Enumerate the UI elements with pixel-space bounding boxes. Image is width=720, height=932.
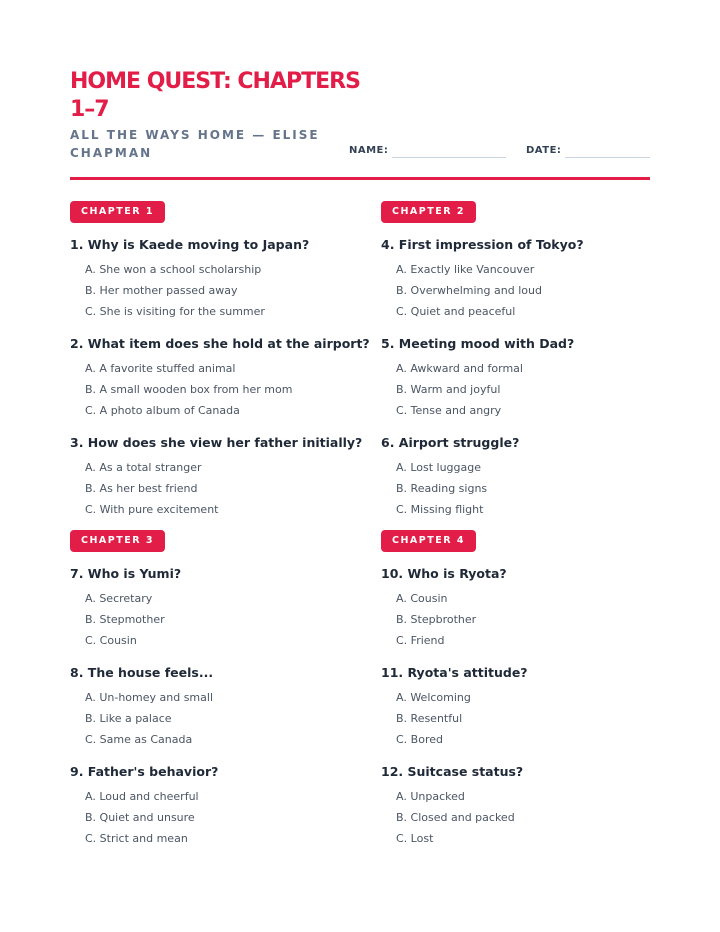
chapter-section [381,201,681,534]
answer-option[interactable]: A. Exactly like Vancouver [396,263,535,276]
answer-option[interactable]: B. Overwhelming and loud [396,284,542,297]
answer-option[interactable]: B. Quiet and unsure [85,811,195,824]
question-item [381,566,681,651]
question-item [381,764,681,849]
question-list [381,566,681,849]
question-item [381,237,681,322]
answer-option[interactable]: B. Stepbrother [396,613,477,626]
answer-option[interactable]: C. Missing flight [396,503,484,516]
book-subtitle: ALL THE WAYS HOME — ELISE CHAPMAN [70,128,320,160]
question-item [70,336,370,421]
answer-option[interactable]: B. Closed and packed [396,811,515,824]
name-field[interactable] [392,157,506,158]
question-text: 9. Father's behavior? [70,764,219,779]
page-title: HOME QUEST: CHAPTERS 1–7 [70,69,360,122]
answer-option[interactable]: C. Same as Canada [85,733,193,746]
answer-option[interactable]: A. Loud and cheerful [85,790,199,803]
answer-option[interactable]: C. She is visiting for the summer [85,305,265,318]
question-list [70,237,370,520]
question-item [70,764,370,849]
answer-option[interactable]: B. As her best friend [85,482,198,495]
header-divider [70,177,650,180]
chapter-section [381,530,681,863]
answer-option[interactable]: A. As a total stranger [85,461,202,474]
question-text: 3. How does she view her father initially? [70,435,363,450]
name-label: NAME: [349,145,389,156]
answer-option[interactable]: A. Welcoming [396,691,471,704]
answer-option[interactable]: A. Secretary [85,592,153,605]
question-item [70,566,370,651]
answer-option[interactable]: B. Her mother passed away [85,284,238,297]
question-item [70,435,370,520]
answer-option[interactable]: B. Like a palace [85,712,172,725]
chapter-section [70,201,370,534]
question-item [70,237,370,322]
answer-option[interactable]: A. A favorite stuffed animal [85,362,236,375]
answer-option[interactable]: C. Quiet and peaceful [396,305,516,318]
question-item [381,435,681,520]
answer-option[interactable]: B. Resentful [396,712,463,725]
chapter-badge: CHAPTER 3 [70,530,165,552]
question-list [70,566,370,849]
chapter-badge: CHAPTER 1 [70,201,165,223]
answer-option[interactable]: B. Reading signs [396,482,488,495]
date-label: DATE: [526,145,562,156]
question-text: 7. Who is Yumi? [70,566,182,581]
answer-option[interactable]: C. Cousin [85,634,137,647]
answer-option[interactable]: C. With pure excitement [85,503,219,516]
question-text: 6. Airport struggle? [381,435,520,450]
answer-option[interactable]: A. She won a school scholarship [85,263,262,276]
answer-option[interactable]: B. Stepmother [85,613,165,626]
question-text: 2. What item does she hold at the airport? [70,336,370,351]
answer-option[interactable]: C. Lost [396,832,434,845]
chapter-section [70,530,370,863]
answer-option[interactable]: C. Tense and angry [396,404,502,417]
answer-option[interactable]: A. Awkward and formal [396,362,523,375]
question-text: 4. First impression of Tokyo? [381,237,584,252]
question-text: 10. Who is Ryota? [381,566,507,581]
question-list [381,237,681,520]
question-text: 11. Ryota's attitude? [381,665,528,680]
answer-option[interactable]: C. A photo album of Canada [85,404,240,417]
answer-option[interactable]: C. Friend [396,634,445,647]
question-text: 1. Why is Kaede moving to Japan? [70,237,310,252]
answer-option[interactable]: A. Unpacked [396,790,465,803]
question-item [70,665,370,750]
question-text: 5. Meeting mood with Dad? [381,336,575,351]
answer-option[interactable]: A. Lost luggage [396,461,482,474]
chapter-badge: CHAPTER 4 [381,530,476,552]
question-item [381,665,681,750]
answer-option[interactable]: B. Warm and joyful [396,383,501,396]
question-text: 12. Suitcase status? [381,764,524,779]
question-item [381,336,681,421]
answer-option[interactable]: A. Cousin [396,592,448,605]
answer-option[interactable]: B. A small wooden box from her mom [85,383,293,396]
answer-option[interactable]: C. Strict and mean [85,832,188,845]
answer-option[interactable]: C. Bored [396,733,443,746]
question-text: 8. The house feels... [70,665,214,680]
answer-option[interactable]: A. Un-homey and small [85,691,213,704]
date-field[interactable] [565,157,650,158]
chapter-badge: CHAPTER 2 [381,201,476,223]
